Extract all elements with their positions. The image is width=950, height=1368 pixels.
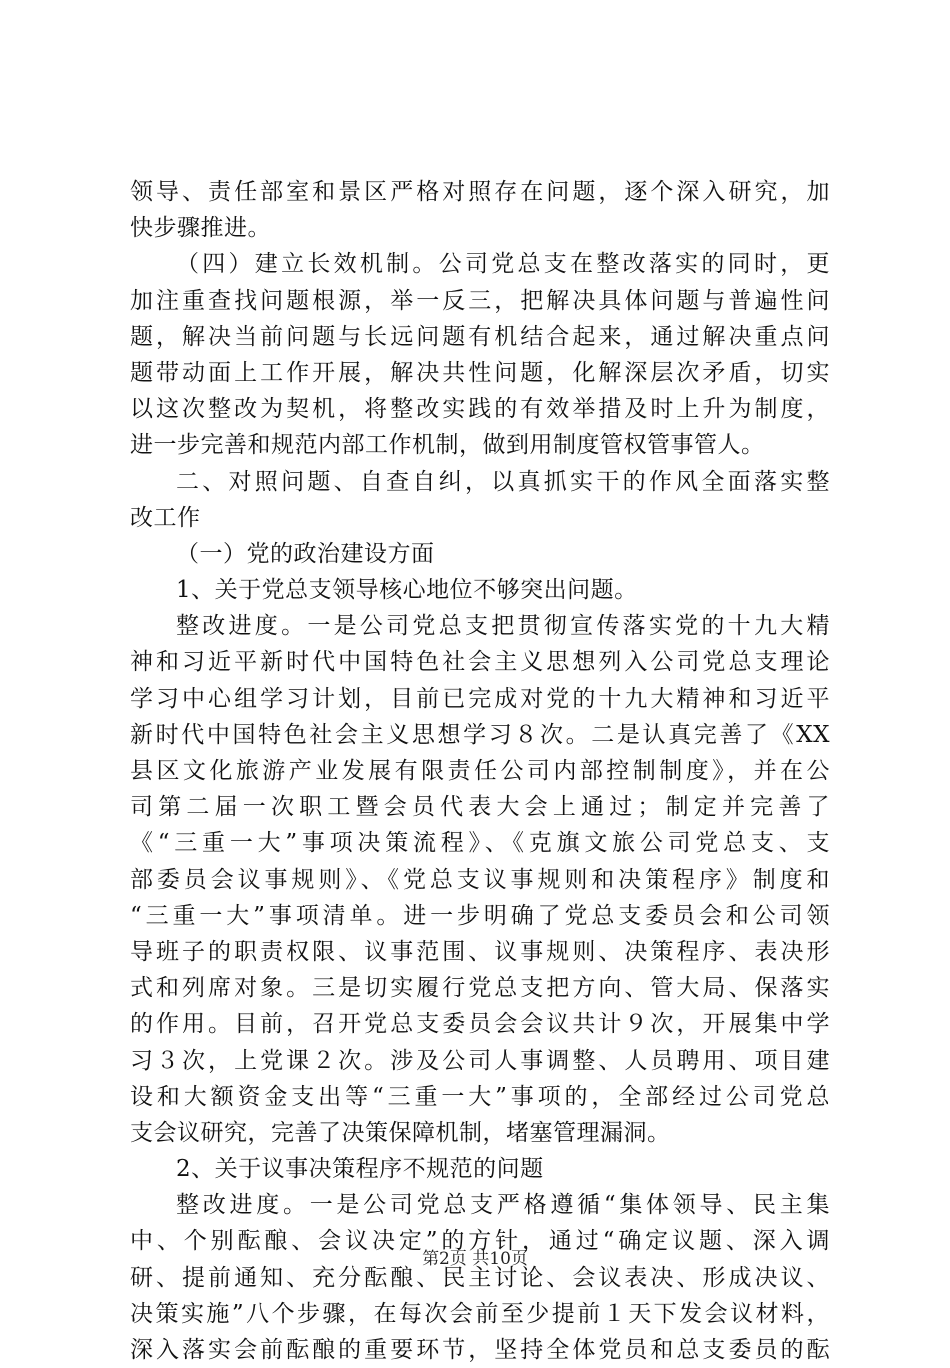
text-line: 导班子的职责权限、议事范围、议事规则、决策程序、表决形 xyxy=(130,938,830,965)
text-line: 学习中心组学习计划，目前已完成对党的十九大精神和习近平 xyxy=(130,685,830,712)
text-line: 二、对照问题、自查自纠，以真抓实干的作风全面落实整 xyxy=(176,468,830,495)
page-footer: 第2页 共10页 xyxy=(422,1249,528,1269)
text-line: （四）建立长效机制。公司党总支在整改落实的同时，更 xyxy=(176,251,830,278)
text-line: 县区文化旅游产业发展有限责任公司内部控制制度》，并在公 xyxy=(130,758,830,784)
text-line: 新时代中国特色社会主义思想学习８次。二是认真完善了《XX xyxy=(130,721,830,748)
text-line: 深入落实会前酝酿的重要环节，坚持全体党员和总支委员的酝 xyxy=(130,1337,830,1363)
text-line: 式和列席对象。三是切实履行党总支把方向、管大局、保落实 xyxy=(130,975,830,1002)
text-line: 的作用。目前，召开党总支委员会会议共计９次，开展集中学 xyxy=(130,1011,830,1038)
text-line: 中、个别酝酿、会议决定”的方针，通过“确定议题、深入调 xyxy=(130,1228,830,1255)
subsection-heading: 2、关于议事决策程序不规范的问题 xyxy=(176,1156,544,1183)
text-line: 整改进度。一是公司党总支严格遵循“集体领导、民主集 xyxy=(176,1192,830,1219)
text-line: 领导、责任部室和景区严格对照存在问题，逐个深入研究，加 xyxy=(130,179,830,205)
text-line: 决策实施”八个步骤，在每次会前至少提前１天下发会议材料， xyxy=(130,1300,830,1327)
text-line: 司第二届一次职工暨会员代表大会上通过；制定并完善了 xyxy=(130,794,830,821)
text-line: 快步骤推进。 xyxy=(130,215,271,242)
section-heading: （一）党的政治建设方面 xyxy=(176,540,435,567)
text-line: 改工作 xyxy=(130,504,201,531)
text-line: 研、提前通知、充分酝酿、民主讨论、会议表决、形成决议、 xyxy=(130,1264,830,1291)
text-line: 神和习近平新时代中国特色社会主义思想列入公司党总支理论 xyxy=(130,649,830,676)
text-line: 习３次，上党课２次。涉及公司人事调整、人员聘用、项目建 xyxy=(130,1047,830,1074)
text-line: 设和大额资金支出等“三重一大”事项的，全部经过公司党总 xyxy=(130,1083,830,1110)
text-line: 以这次整改为契机，将整改实践的有效举措及时上升为制度， xyxy=(130,396,830,423)
text-line: “三重一大”事项清单。进一步明确了党总支委员会和公司领 xyxy=(130,902,830,929)
text-line: 《“三重一大”事项决策流程》、《克旗文旅公司党总支、支 xyxy=(130,830,830,857)
text-line: 题，解决当前问题与长远问题有机结合起来，通过解决重点问 xyxy=(130,323,830,350)
text-line: 整改进度。一是公司党总支把贯彻宣传落实党的十九大精 xyxy=(176,613,830,640)
text-line: 支会议研究，完善了决策保障机制，堵塞管理漏洞。 xyxy=(130,1119,671,1146)
body-text xyxy=(130,174,830,1368)
text-line: 进一步完善和规范内部工作机制，做到用制度管权管事管人。 xyxy=(130,432,765,459)
subsection-heading: 1、关于党总支领导核心地位不够突出问题。 xyxy=(176,577,638,604)
text-line: 加注重查找问题根源，举一反三，把解决具体问题与普遍性问 xyxy=(130,287,830,314)
text-line: 部委员会议事规则》、《党总支议事规则和决策程序》制度和 xyxy=(130,866,830,893)
text-line: 题带动面上工作开展，解决共性问题，化解深层次矛盾，切实 xyxy=(130,359,830,386)
